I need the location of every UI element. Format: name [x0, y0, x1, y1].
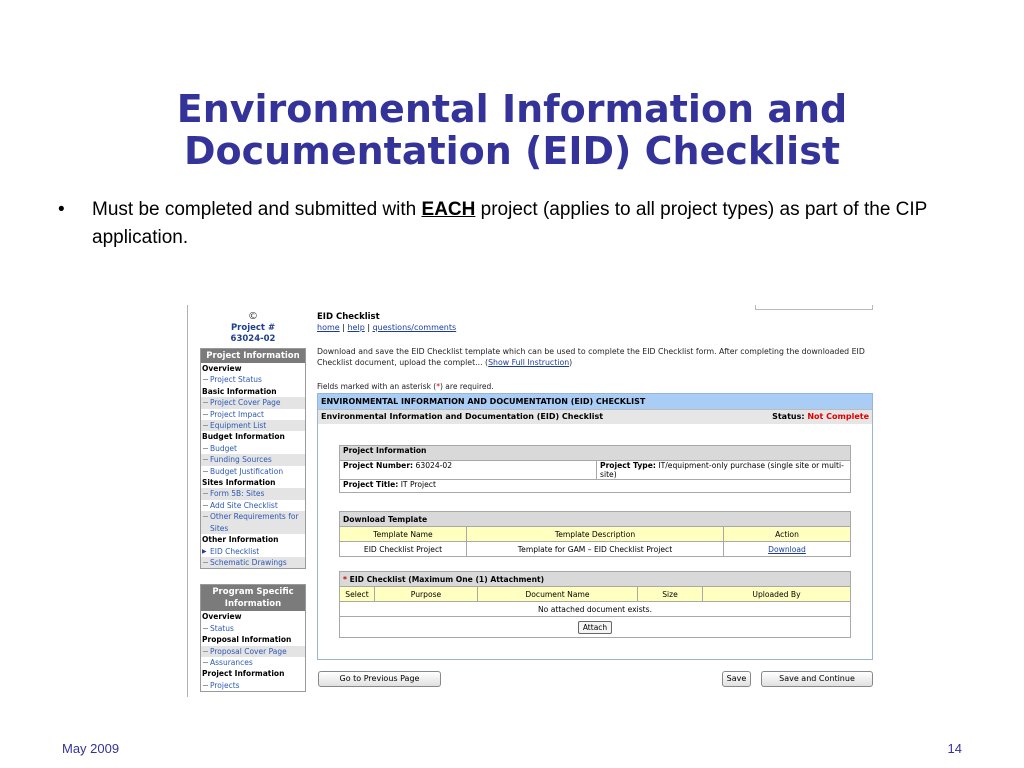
project-title-cell [340, 480, 851, 493]
sidebar-item-projects[interactable]: Projects [201, 680, 305, 691]
instructions-close: ) [569, 358, 573, 367]
link-separator: | [367, 323, 371, 332]
project-number-label: Project Number: [343, 461, 414, 470]
panel-subheader [318, 409, 872, 424]
template-name-cell: EID Checklist Project [340, 542, 467, 557]
required-note-start: Fields marked with an asterisk ( [317, 382, 437, 391]
panel-subheader-title: Environmental Information and Documentation (EID) Checklist [321, 412, 604, 421]
sidebar-item-status[interactable]: Status [201, 623, 305, 634]
program-specific-nav [200, 584, 306, 692]
sidebar-item-assurances[interactable]: Assurances [201, 657, 305, 668]
project-information-nav-list [201, 363, 305, 568]
required-fields-note [317, 382, 494, 391]
sidebar-item-budget[interactable]: Budget [201, 443, 305, 454]
program-specific-nav-header: Program Specific Information [201, 585, 305, 611]
table-row [340, 542, 851, 557]
slide-title [0, 88, 1024, 172]
template-description-cell: Template for GAM – EID Checklist Project [467, 542, 724, 557]
page-number: 14 [947, 741, 962, 756]
bullet-text-end: project (applies to all project types) as part of the CIP application. [92, 199, 928, 248]
bullet-emphasis: EACH [421, 199, 476, 220]
project-number: 63024-02 [230, 334, 276, 344]
nav-section-overview: Overview [202, 612, 242, 622]
nav-section-budget-information: Budget Information [202, 432, 285, 442]
sidebar-item-add-site-checklist[interactable]: Add Site Checklist [201, 500, 305, 511]
left-navigation [200, 311, 306, 692]
bullet-text-start: Must be completed and submitted with [92, 199, 422, 220]
status-label: Status: [772, 412, 805, 421]
download-template-table [339, 511, 851, 557]
column-header-purpose: Purpose [375, 587, 478, 602]
link-separator: | [342, 323, 345, 332]
project-information-header: Project Information [340, 446, 851, 461]
required-note-end: ) are required. [440, 382, 494, 391]
sidebar-item-project-status[interactable]: Project Status [201, 374, 305, 385]
previous-page-button[interactable]: Go to Previous Page [318, 671, 441, 687]
bullet-symbol: • [58, 199, 65, 220]
project-information-table [339, 445, 851, 493]
sidebar-item-proposal-cover-page[interactable]: Proposal Cover Page [201, 646, 305, 657]
column-header-action: Action [724, 527, 851, 542]
project-information-nav [200, 348, 306, 569]
attachment-header [340, 572, 851, 587]
project-title-label: Project Title: [343, 480, 399, 489]
attach-button[interactable]: Attach [578, 621, 612, 634]
column-header-template-name: Template Name [340, 527, 467, 542]
sidebar-item-schematic-drawings[interactable]: Schematic Drawings [201, 557, 305, 568]
help-link[interactable]: help [347, 323, 365, 332]
save-and-continue-button[interactable]: Save and Continue [761, 671, 873, 687]
project-type-label: Project Type: [600, 461, 656, 470]
nav-section-other-information: Other Information [202, 535, 279, 545]
project-number-value: 63024-02 [415, 461, 453, 470]
instructions-body: Download and save the EID Checklist template which can be used to complete the EID Checklist form. After completing the downloaded EID Checklist document, upload the complet... ( [317, 347, 865, 367]
eid-checklist-screenshot [187, 305, 875, 697]
sidebar-item-eid-checklist[interactable]: ▶ EID Checklist [201, 546, 305, 557]
show-full-instruction-link[interactable]: Show Full Instruction [488, 358, 570, 367]
column-header-uploaded-by: Uploaded By [703, 587, 851, 602]
column-header-template-description: Template Description [467, 527, 724, 542]
nav-section-proposal-information: Proposal Information [202, 635, 292, 645]
bullet-text [92, 196, 958, 252]
slide-title-line1: Environmental Information and [176, 87, 848, 131]
copyright-icon: © [248, 311, 258, 322]
instructions-text [317, 346, 873, 368]
save-button[interactable]: Save [722, 671, 751, 687]
sidebar-item-other-requirements-for-sites[interactable]: Other Requirements for Sites [201, 511, 305, 534]
column-header-size: Size [638, 587, 703, 602]
page-title: EID Checklist [317, 312, 380, 322]
download-template-header: Download Template [340, 512, 851, 527]
status-badge: Not Complete [807, 412, 869, 421]
attachment-required-asterisk: * [343, 574, 347, 584]
attachment-header-title: EID Checklist (Maximum One (1) Attachment) [349, 574, 545, 584]
attach-cell [340, 617, 851, 638]
status-indicator [772, 410, 869, 424]
top-links [317, 323, 456, 332]
nav-section-overview: Overview [202, 364, 242, 373]
column-header-select: Select [340, 587, 375, 602]
project-title-value: IT Project [400, 480, 436, 489]
program-specific-nav-list [201, 611, 305, 691]
download-link[interactable]: Download [768, 544, 806, 554]
no-attachment-message: No attached document exists. [340, 602, 851, 617]
sidebar-item-project-impact[interactable]: Project Impact [201, 409, 305, 420]
eid-checklist-panel [317, 393, 873, 660]
sidebar-item-project-cover-page[interactable]: Project Cover Page [201, 397, 305, 408]
project-number-cell [340, 461, 597, 480]
questions-comments-link[interactable]: questions/comments [372, 323, 457, 332]
nav-section-sites-information: Sites Information [202, 478, 276, 488]
project-type-cell [597, 461, 851, 480]
required-asterisk: * [436, 382, 440, 391]
top-scroll-box [755, 305, 873, 310]
panel-header: ENVIRONMENTAL INFORMATION AND DOCUMENTATION (EID) CHECKLIST [318, 394, 872, 409]
home-link[interactable]: home [317, 323, 340, 332]
sidebar-item-funding-sources[interactable]: Funding Sources [201, 454, 305, 465]
sidebar-item-budget-justification[interactable]: Budget Justification [201, 466, 305, 477]
screenshot-border [187, 305, 188, 697]
project-label: Project # [230, 323, 276, 333]
project-type-value: IT/equipment-only purchase (single site or multi-site) [600, 461, 844, 479]
footer-date: May 2009 [62, 741, 120, 756]
sidebar-item-form-5b-sites[interactable]: Form 5B: Sites [201, 488, 305, 499]
project-information-nav-header: Project Information [201, 349, 305, 363]
column-header-document-name: Document Name [478, 587, 638, 602]
attachment-table [339, 571, 851, 638]
sidebar-item-equipment-list[interactable]: Equipment List [201, 420, 305, 431]
bullet-point [58, 196, 958, 252]
nav-section-project-information: Project Information [202, 669, 285, 679]
download-cell [724, 542, 851, 557]
nav-section-basic-information: Basic Information [202, 386, 277, 396]
slide-title-line2: Documentation (EID) Checklist [184, 129, 840, 173]
